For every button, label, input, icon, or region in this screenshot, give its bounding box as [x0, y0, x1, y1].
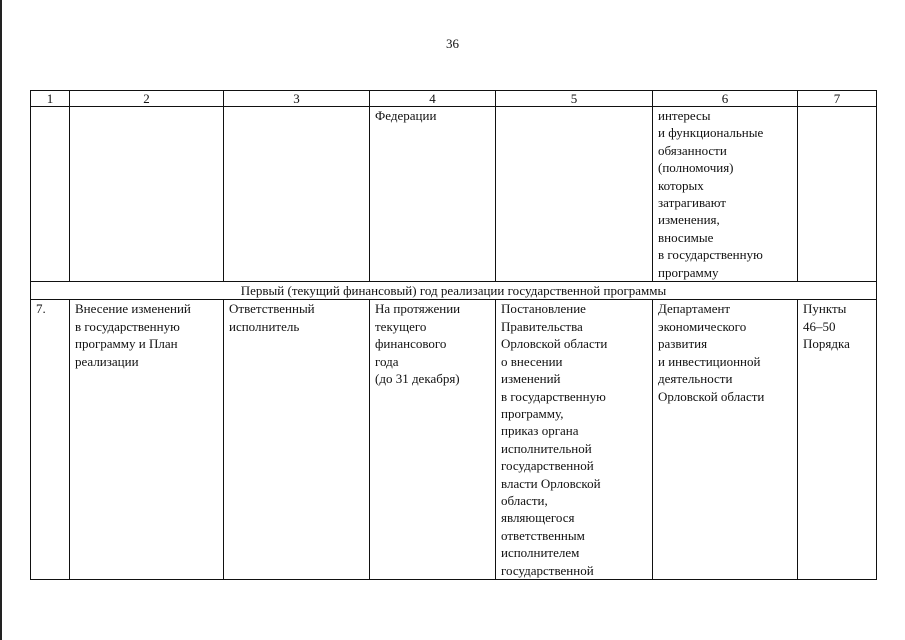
cell-number — [31, 107, 70, 282]
continuation-row — [31, 107, 877, 282]
cell-basis: Пункты 46–50 Порядка — [798, 300, 877, 580]
cell-responsible: Ответственный исполнитель — [224, 300, 370, 580]
cell-document: Постановление Правительства Орловской области о внесении изменений в государственную программу, приказ органа исполнительной государственной власти Орловской области, являющегося ответственным исполнителем государственной — [496, 300, 653, 580]
cell-action — [70, 107, 224, 282]
column-number-row — [31, 91, 877, 107]
page-number: 36 — [446, 36, 459, 51]
scan-left-edge — [0, 0, 2, 640]
section-heading-row — [31, 282, 877, 300]
cell-document — [496, 107, 653, 282]
cell-coordinator: Департамент экономического развития и инвестиционной деятельности Орловской области — [653, 300, 798, 580]
column-number: 7 — [798, 91, 877, 107]
column-number: 4 — [370, 91, 496, 107]
cell-basis — [798, 107, 877, 282]
cell-action: Внесение изменений в государственную программу и План реализации — [70, 300, 224, 580]
table-row — [31, 300, 877, 580]
cell-deadline: Федерации — [370, 107, 496, 282]
program-table — [30, 90, 877, 580]
column-number: 3 — [224, 91, 370, 107]
column-number: 5 — [496, 91, 653, 107]
cell-deadline: На протяжении текущего финансового года (до 31 декабря) — [370, 300, 496, 580]
column-number: 1 — [31, 91, 70, 107]
column-number: 6 — [653, 91, 798, 107]
cell-coordinator: интересы и функциональные обязанности (полномочия) которых затрагивают изменения, вносимые в государственную программу — [653, 107, 798, 282]
column-number: 2 — [70, 91, 224, 107]
cell-responsible — [224, 107, 370, 282]
cell-number: 7. — [31, 300, 70, 580]
section-heading: Первый (текущий финансовый) год реализации государственной программы — [31, 282, 877, 300]
